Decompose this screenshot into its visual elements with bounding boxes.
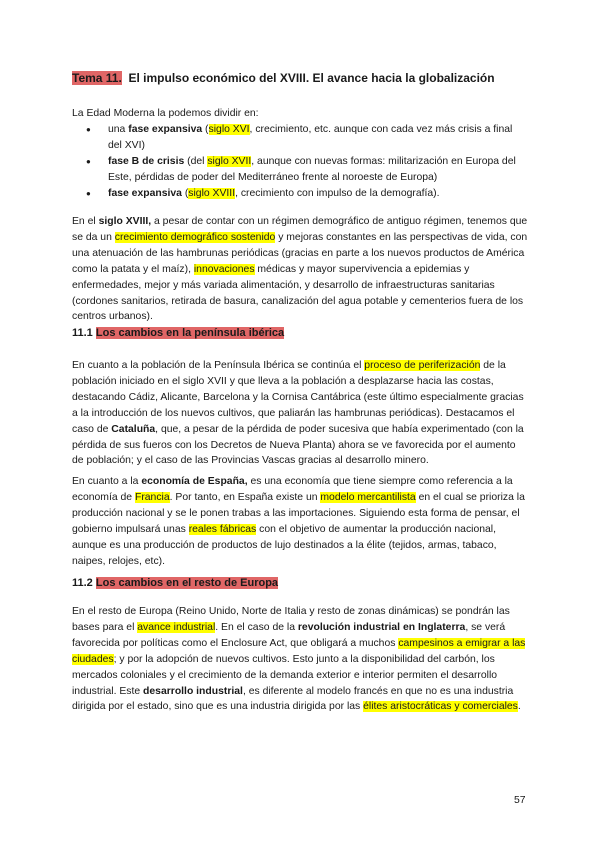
paragraph-siglo-xviii: En el siglo XVIII, a pesar de contar con un régimen demográfico de antiguo régimen, tenemos que se da un crecimiento demográfico sostenido y mejoras constantes en las perspectivas de vida, con una atenuación de las hambrunas periódicas (gracias en parte a los nuevos productos de América como la patata y el maíz), innovaciones médicas y mayor supervivencia a epidemias y enfermedades, mejor y más variada alimentación, y desarrollo de infraestructuras sanitarias (cordones sanitarios, retirada de basura, canalización del agua potable y cementerios fuera de los centros urbanos).: [72, 216, 528, 323]
intro-paragraph: La Edad Moderna la podemos dividir en:: [72, 108, 259, 119]
page-title: [72, 70, 542, 86]
title-label: Tema 11.: [72, 71, 122, 85]
section-heading-europa: [72, 576, 278, 591]
section-title: Los cambios en el resto de Europa: [95, 577, 279, 589]
list-item: ● una fase expansiva (siglo XVI, crecimiento, etc. aunque con cada vez más crisis a final del XVI): [72, 122, 528, 154]
page-number: 57: [514, 795, 526, 806]
section-number: 11.2: [72, 577, 93, 589]
paragraph-poblacion: En cuanto a la población de la Península Ibérica se continúa el proceso de periferización de la población iniciado en el siglo XVII y que lleva a la población a desplazarse hacia las costas, destacando Cádiz, Alicante, Barcelona y la Cornisa Cantábrica (este último especialmente gracias a la introducción de los nuevos cultivos, que paliarán las hambrunas periódicas). Destacamos el caso de Cataluña, que, a pesar de la pérdida de poder sucesiva que había experimentado (con la pérdida de sus fueros con los Decretos de Nueva Planta) ahora se ve favorecida por el aumento de población; y el caso de las Provincias Vascas gracias al desarrollo minero.: [72, 360, 524, 467]
paragraph-economia: En cuanto a la economía de España, es una economía que tiene siempre como referencia a la economía de Francia. Por tanto, en España existe un modelo mercantilista en el cual se prioriza la producción nacional y se le ponen trabas a las importaciones. Siguiendo esta forma de pensar, el gobierno impulsará unas reales fábricas con el objetivo de aumentar la producción nacional, aunque es una producción de productos de lujo destinados a la élite (tejidos, armas, tabaco, naipes, relojes, etc).: [72, 476, 525, 567]
phase-list: [72, 122, 528, 202]
list-item: ● fase expansiva (siglo XVIII, crecimiento con impulso de la demografía).: [72, 186, 528, 202]
section-heading-iberia: [72, 326, 284, 341]
section-title: Los cambios en la península ibérica: [95, 327, 285, 339]
section-number: 11.1: [72, 327, 93, 339]
title-text: El impulso económico del XVIII. El avance hacia la globalización: [128, 71, 495, 85]
list-item: ● fase B de crisis (del siglo XVII, aunque con nuevas formas: militarización en Europa del Este, pérdidas de poder del Mediterráneo frente al noroeste de Europa): [72, 154, 528, 186]
paragraph-europa: En el resto de Europa (Reino Unido, Norte de Italia y resto de zonas dinámicas) se pondrán las bases para el avance industrial. En el caso de la revolución industrial en Inglaterra, se verá favorecida por políticas como el Enclosure Act, que obligará a muchos campesinos a emigrar a las ciudades; y por la adopción de nuevos cultivos. Esto junto a la disponibilidad del carbón, los mercados coloniales y el crecimiento de la demanda exterior e interior permiten el desarrollo industrial. Este desarrollo industrial, es diferente al modelo francés en que no es una industria dirigida por el estado, sino que es una industria dirigida por las élites aristocráticas y comerciales.: [72, 606, 526, 713]
